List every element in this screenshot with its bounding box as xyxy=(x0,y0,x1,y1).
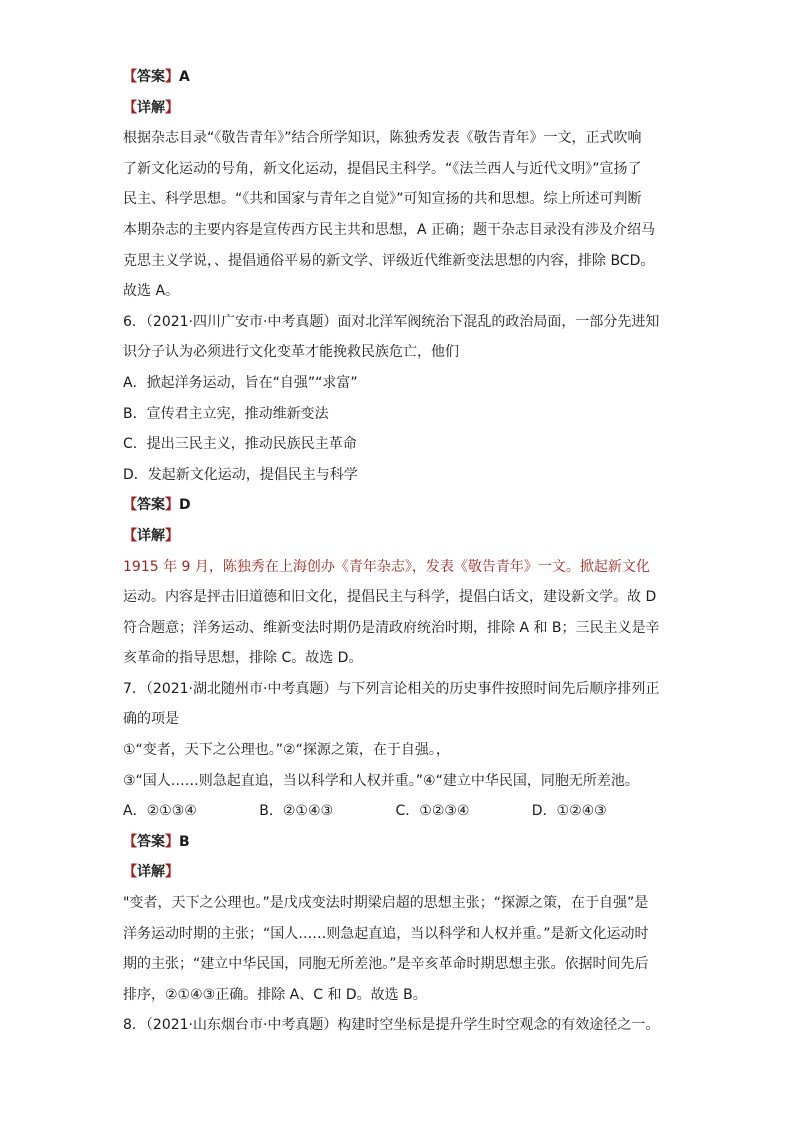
detail-line: 1915 年 9 月，陈独秀在上海创办《青年杂志》，发表《敬告青年》一文。掀起新文化 xyxy=(123,558,650,575)
bracket-close: 】 xyxy=(165,69,179,85)
question-7-option-b: B．②①④③ xyxy=(259,803,334,820)
detail-line: 亥革命的指导思想，排除 C。故选 D。 xyxy=(123,650,363,667)
detail-line: 民主、科学思想。“《共和国家与青年之自觉》”可知宣扬的共和思想。综上所述可判断 xyxy=(123,191,642,208)
detail-tag: 【详解】 xyxy=(123,864,179,881)
question-7-quote: ③“国人……则急起直追，当以科学和人权并重。”④“建立中华民国，同胞无所差池。 xyxy=(123,772,639,789)
answer-value: D xyxy=(179,497,191,514)
detail-line: 符合题意；洋务运动、维新变法时期仍是清政府统治时期，排除 A 和 B；三民主义是辛 xyxy=(123,619,660,636)
question-7-quote: ①“变者，天下之公理也。”②“探源之策，在于自强。， xyxy=(123,742,450,759)
question-6-stem: 识分子认为必须进行文化变革才能挽救民族危亡，他们 xyxy=(123,344,459,361)
question-7-option-a: A．②①③④ xyxy=(123,803,197,820)
answer-tag: 【答案】D xyxy=(123,497,191,514)
question-7-option-c: C．①②③④ xyxy=(395,803,470,820)
question-7-option-d: D．①②④③ xyxy=(531,803,607,820)
detail-line: 期的主张；“建立中华民国，同胞无所差池。”是辛亥革命时期思想主张。依据时间先后 xyxy=(123,956,649,973)
detail-tag: 【详解】 xyxy=(123,99,179,116)
question-7-stem: 7．（2021·湖北随州市·中考真题）与下列言论相关的历史事件按照时间先后顺序排列正 xyxy=(123,680,660,697)
question-7-stem: 确的项是 xyxy=(123,711,179,728)
detail-line: 克思主义学说，、提倡通俗平易的新文学、评级近代维新变法思想的内容，排除 BCD。 xyxy=(123,252,655,269)
detail-line: 洋务运动时期的主张；“国人……则急起直追，当以科学和人权并重。”是新文化运动时 xyxy=(123,925,649,942)
question-7-options xyxy=(123,796,668,827)
detail-label: 详解 xyxy=(137,99,165,116)
answer-tag: 【答案】B xyxy=(123,833,190,850)
detail-line: 故选 A。 xyxy=(123,283,180,300)
question-8-stem: 8．（2021·山东烟台市·中考真题）构建时空坐标是提升学生时空观念的有效途径之一。 xyxy=(123,1017,660,1034)
detail-line: 运动。内容是抨击旧道德和旧文化，提倡民主与科学，提倡白话文，建设新文学。故 D xyxy=(123,589,657,606)
detail-line: 本期杂志的主要内容是宣传西方民主共和思想，A 正确；题干杂志目录没有涉及介绍马 xyxy=(123,221,656,238)
question-6-option-a: A．掀起洋务运动，旨在“自强”“求富” xyxy=(123,374,358,391)
answer-value: A xyxy=(179,69,190,85)
detail-line: 了新文化运动的号角，新文化运动，提倡民主科学。“《法兰西人与近代文明》”宣扬了 xyxy=(123,160,642,177)
question-6-option-b: B．宣传君主立宪，推动维新变法 xyxy=(123,405,329,422)
detail-line: 根据杂志目录“《敬告青年》”结合所学知识，陈独秀发表《敬告青年》一文，正式吹响 xyxy=(123,130,642,147)
question-6-stem: 6．（2021·四川广安市·中考真题）面对北洋军阀统治下混乱的政治局面，一部分先进知 xyxy=(123,313,660,330)
question-6-option-d: D．发起新文化运动，提倡民主与科学 xyxy=(123,466,358,483)
detail-line: "变者，天下之公理也。”是戊戌变法时期梁启超的思想主张；“探源之策，在于自强”是 xyxy=(123,895,649,912)
detail-tag: 【详解】 xyxy=(123,527,179,544)
page-content xyxy=(123,62,668,1041)
answer-tag xyxy=(123,62,668,93)
detail-line: 排序，②①④③正确。排除 A、C 和 D。故选 B。 xyxy=(123,986,427,1003)
question-6-option-c: C．提出三民主义，推动民族民主革命 xyxy=(123,436,357,453)
bracket-open: 【 xyxy=(123,69,137,85)
answer-label: 答案 xyxy=(137,69,165,85)
answer-value: B xyxy=(179,833,190,850)
